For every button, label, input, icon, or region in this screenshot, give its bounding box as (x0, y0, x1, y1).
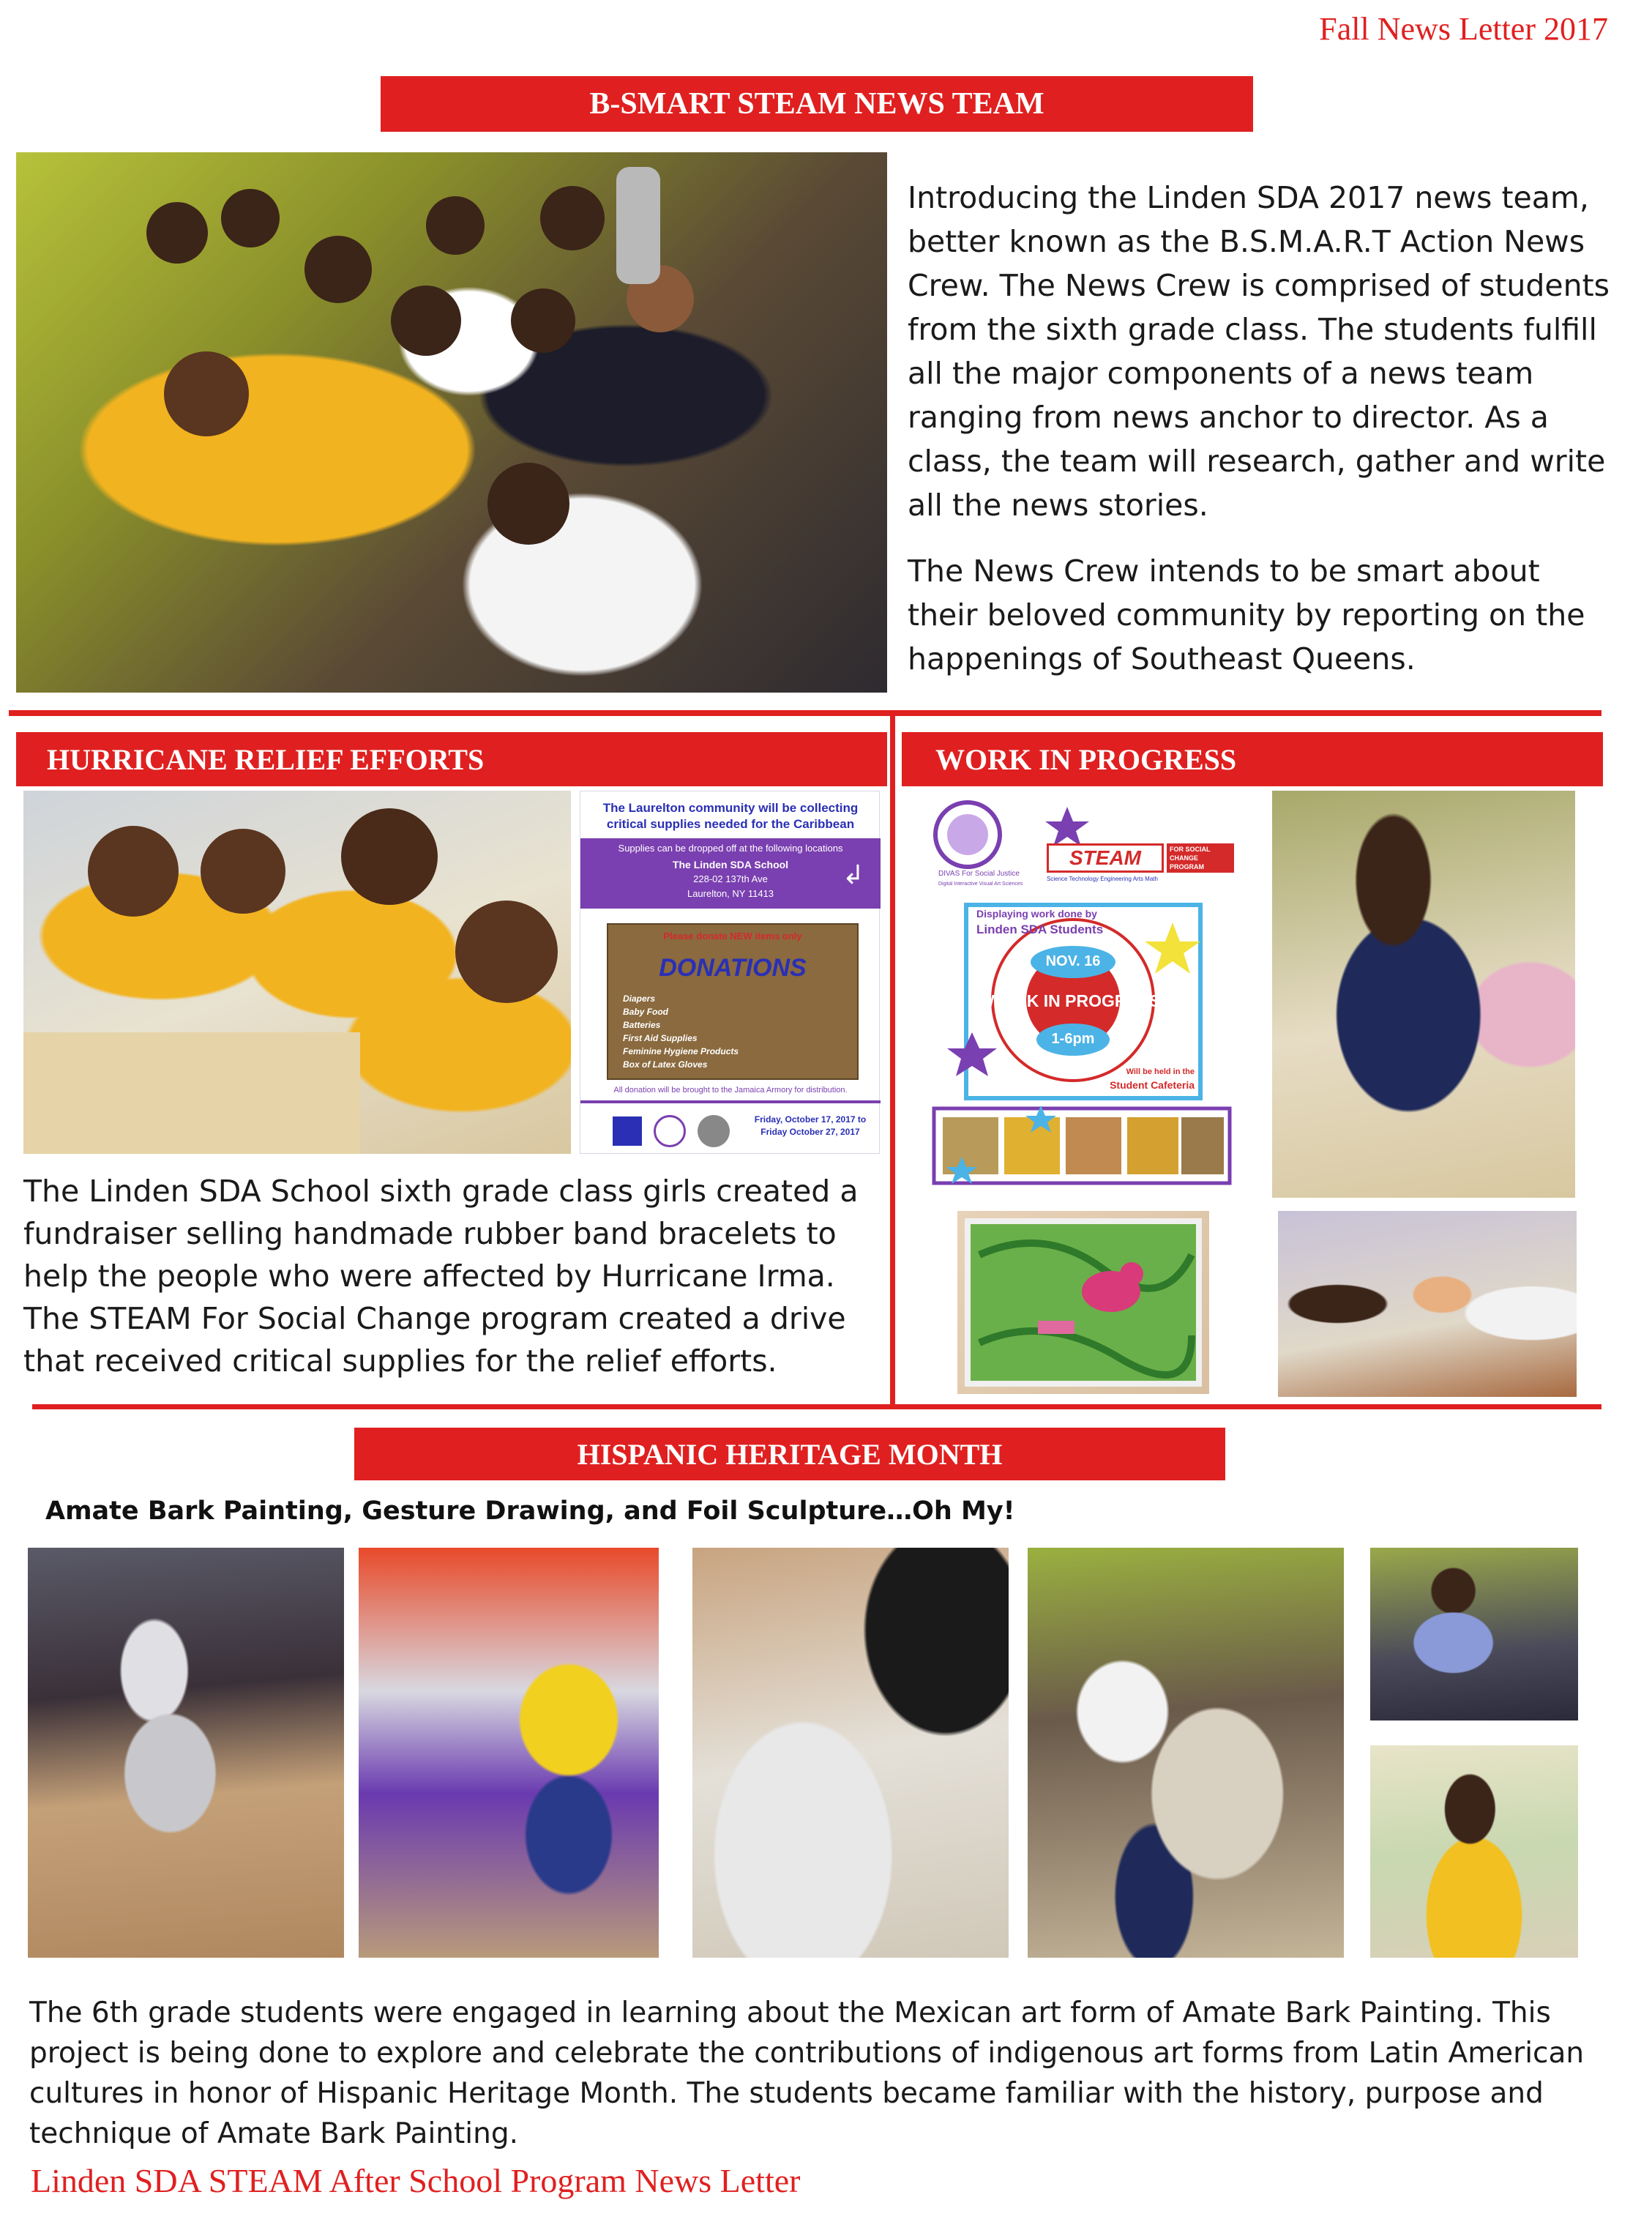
donation-flyer-headline: The Laurelton community will be collecting critical supplies needed for the Caribbean (602, 801, 859, 831)
wip-held: Will be held in the (1126, 1067, 1195, 1076)
donation-flyer-location-city: Laurelton, NY 11413 (687, 888, 774, 899)
sponsor-badge-icon (698, 1115, 730, 1147)
donation-item: Batteries (623, 1020, 661, 1030)
news-team-photo (16, 152, 887, 693)
hispanic-photo-drawing (692, 1548, 1009, 1958)
hispanic-banner (354, 1428, 1225, 1480)
hurricane-text (23, 1170, 884, 1382)
news-team-text (908, 176, 1610, 681)
news-team-photo-shapes (16, 152, 887, 693)
hispanic-photo-student-painting (1370, 1548, 1578, 1720)
donation-flyer (580, 791, 880, 1154)
column-divider (890, 716, 895, 1404)
donation-item: Feminine Hygiene Products (623, 1046, 739, 1056)
donation-item: Baby Food (623, 1007, 668, 1017)
news-team-paragraph-1: Introducing the Linden SDA 2017 news team, better known as the B.S.M.A.R.T Action News Crew. The News Crew is comprised of students from the sixth grade class. The students fulfill all the major components of a news team ranging from news anchor to director. As a class, the team will research, gather and write all the news stories. (908, 180, 1610, 523)
hurricane-banner-text: HURRICANE RELIEF EFFORTS (47, 742, 485, 776)
sponsor-logo-icon (613, 1116, 642, 1146)
donation-item: Box of Latex Gloves (623, 1059, 708, 1070)
wip-banner (902, 732, 1603, 786)
donation-flyer-bottom-band (580, 1100, 881, 1156)
donation-flyer-location-street: 228-02 137th Ave (693, 873, 768, 884)
donation-box-title: DONATIONS (659, 954, 807, 982)
hispanic-photo-foil-sculpture (28, 1548, 344, 1958)
news-team-paragraph-2: The News Crew intends to be smart about their beloved community by reporting on the happenings of Southeast Queens. (908, 553, 1585, 676)
news-team-banner (381, 76, 1253, 132)
steam-side: FOR SOCIAL CHANGE PROGRAM (1167, 843, 1234, 873)
wip-time: 1-6pm (1051, 1031, 1095, 1047)
news-team-banner-text: B-SMART STEAM NEWS TEAM (589, 87, 1044, 121)
wip-flyer (924, 791, 1240, 1189)
section-divider-1 (9, 710, 1601, 716)
hispanic-photo-student-sculpture (1370, 1745, 1578, 1958)
sponsor-seal-icon (654, 1115, 686, 1147)
bird-painting-shapes (957, 1211, 1209, 1394)
wip-photo-bird-painting (957, 1211, 1209, 1394)
donation-item: Diapers (623, 993, 656, 1004)
hispanic-banner-text: HISPANIC HERITAGE MONTH (577, 1437, 1003, 1471)
wip-photo-classroom (1278, 1211, 1577, 1397)
hispanic-text (29, 1993, 1625, 2154)
hispanic-photo-gesture-pose (359, 1548, 659, 1958)
donation-flyer-location-block (580, 838, 881, 909)
donation-flyer-footer: All donation will be brought to the Jamaica Armory for distribution. (613, 1086, 848, 1095)
hurricane-photo-shapes (23, 791, 571, 1154)
steam-logo-text: STEAM (1069, 846, 1141, 869)
section-divider-2 (32, 1404, 1601, 1409)
wip-banner-text: WORK IN PROGRESS (935, 742, 1237, 776)
donation-box-items (623, 992, 842, 1071)
hispanic-subtitle: Amate Bark Painting, Gesture Drawing, and Foil Sculpture…Oh My! (45, 1496, 1015, 1526)
wip-date: NOV. 16 (1045, 953, 1101, 969)
wip-displaying: Displaying work done by (976, 908, 1097, 920)
hispanic-paragraph: The 6th grade students were engaged in learning about the Mexican art form of Amate Bark Painting. This project is being done to explore and celebrate the contributions of indigenous art forms from Latin American cultures in honor of Hispanic Heritage Month. The students became familiar with the history, purpose and technique of Amate Bark Painting. (29, 1997, 1585, 2150)
hispanic-photo-group-table (1028, 1548, 1344, 1958)
donation-box (607, 923, 859, 1080)
wip-place: Student Cafeteria (1110, 1079, 1195, 1091)
wip-org-sub: Digital Interactive Visual Art Sciences (938, 881, 1023, 887)
hurricane-banner (16, 732, 887, 786)
donation-flyer-location-name: The Linden SDA School (672, 859, 789, 870)
newsletter-footer: Linden SDA STEAM After School Program News Letter (31, 2162, 801, 2199)
wip-students: Linden SDA Students (976, 922, 1104, 936)
donation-item: First Aid Supplies (623, 1033, 698, 1043)
wip-photo-sewing (1272, 791, 1575, 1198)
return-arrow-icon: ↲ (842, 860, 864, 890)
issue-title: Fall News Letter 2017 (1319, 11, 1608, 47)
donation-flyer-dropoff: Supplies can be dropped off at the following locations (618, 843, 843, 854)
wip-org: DIVAS For Social Justice (938, 870, 1020, 878)
donation-box-note: Please donate NEW items only (663, 931, 802, 942)
steam-sub: Science Technology Engineering Arts Math (1047, 876, 1158, 882)
hurricane-photo (23, 791, 571, 1154)
donation-flyer-dates: Friday, October 17, 2017 to Friday October 27, 2017 (754, 1114, 867, 1137)
wip-title: WORK IN PROGRESS (985, 991, 1161, 1010)
steam-logo (1047, 843, 1164, 873)
hurricane-paragraph: The Linden SDA School sixth grade class girls created a fundraiser selling handmade rubber band bracelets to help the people who were affected by Hurricane Irma. The STEAM For Social Change program created a drive that received critical supplies for the relief efforts. (23, 1174, 859, 1379)
